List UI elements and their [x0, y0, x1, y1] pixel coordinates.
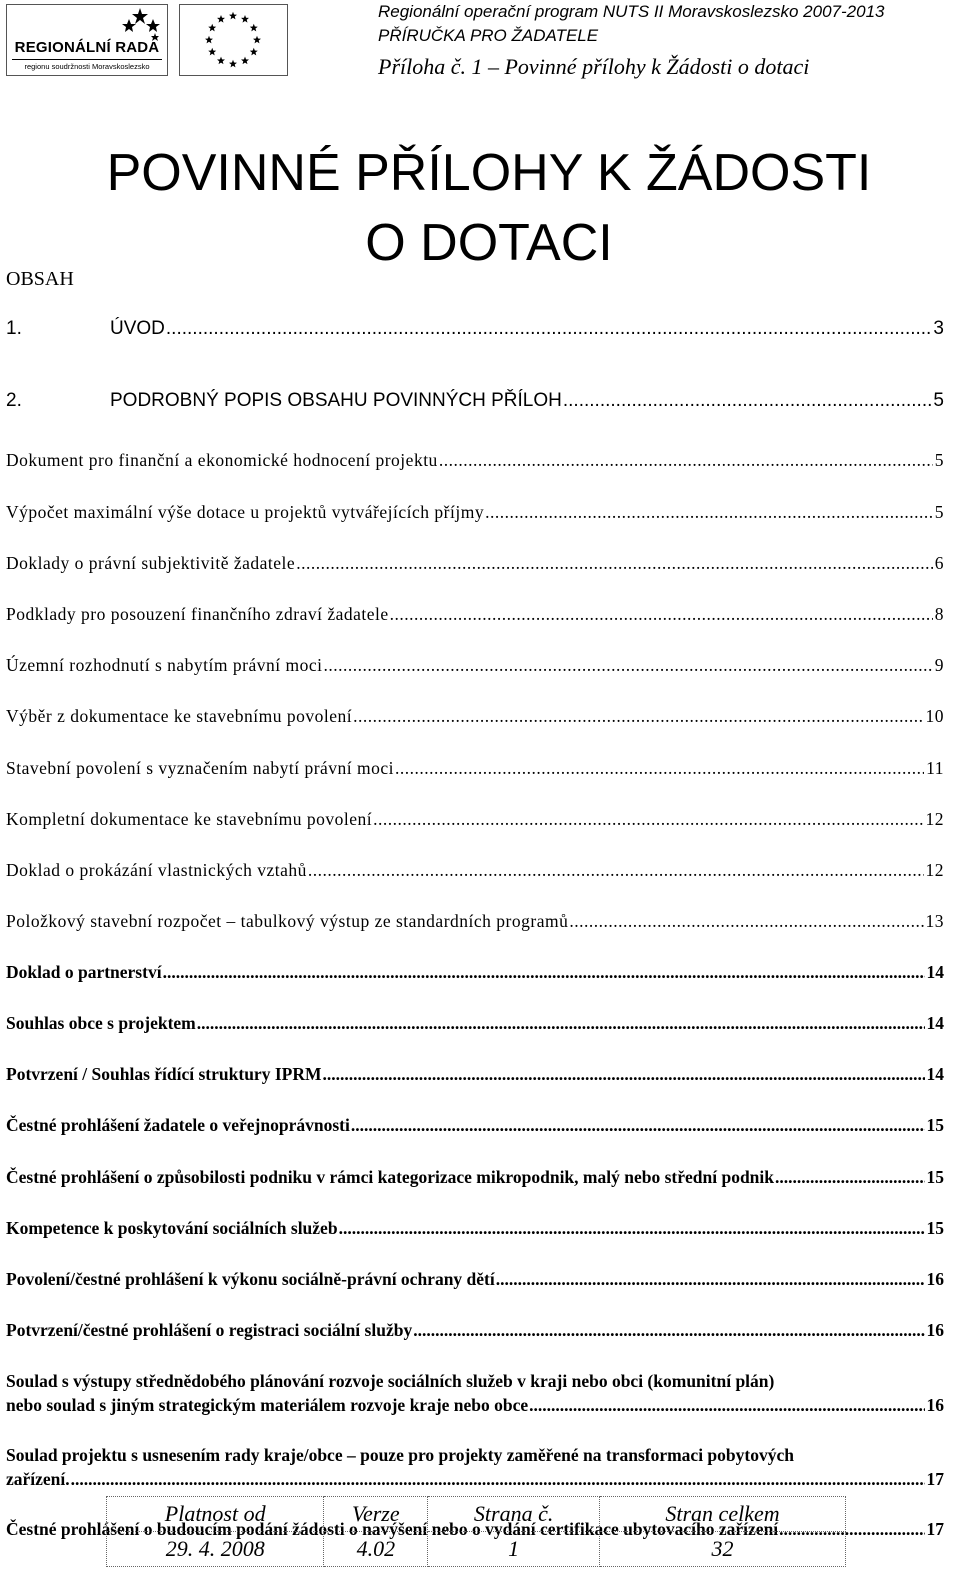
regionalni-rada-logo: [6, 4, 168, 76]
footer-version-number: 4.02: [324, 1532, 428, 1567]
toc-entry-title: Čestné prohlášení žadatele o veřejnoprávnosti: [6, 1115, 350, 1135]
eu-flag-logo: [179, 4, 288, 76]
page-title-line2: O DOTACI: [365, 214, 613, 272]
toc-line: [6, 1320, 944, 1341]
toc-entry-title: Doklady o právní subjektivitě žadatele: [6, 553, 296, 573]
toc-entry-title: Potvrzení/čestné prohlášení o registraci sociální služby: [6, 1320, 413, 1340]
toc-line: [6, 450, 944, 471]
toc-page-number: 3: [933, 318, 944, 339]
toc-page-number: 5: [934, 450, 944, 470]
toc-entry: [6, 1167, 944, 1188]
toc-entry: [6, 1371, 944, 1416]
toc-entry-title: Kompletní dokumentace ke stavebnímu povolení: [6, 809, 373, 829]
annex-name: Příloha č. 1 – Povinné přílohy k Žádosti o dotaci: [378, 54, 810, 79]
toc-entry-title: Souhlas obce s projektem: [6, 1013, 196, 1033]
toc-line: [6, 390, 944, 412]
toc-entry: [6, 450, 944, 471]
toc-entry-title: Stavební povolení s vyznačením nabytí právní moci: [6, 758, 395, 778]
toc-entry-title-line1: Soulad s výstupy střednědobého plánování rozvoje sociálních služeb v kraji nebo obci (komunitní plán): [6, 1371, 775, 1391]
footer-validity-date: 29. 4. 2008: [107, 1532, 324, 1567]
toc-leader-dots: [390, 604, 933, 625]
toc-entry: [6, 962, 944, 983]
toc-leader-dots: [395, 758, 924, 779]
toc-line: [6, 1167, 944, 1188]
eu-star: [241, 57, 249, 65]
toc-entry-title: Povolení/čestné prohlášení k výkonu sociálně-právní ochrany dětí: [6, 1269, 495, 1289]
eu-star: [208, 24, 216, 32]
toc-page-number: 16: [926, 1320, 944, 1340]
toc-entry-title: Výběr z dokumentace ke stavebnímu povolení: [6, 706, 353, 726]
eu-star: [217, 15, 225, 23]
toc-chapter-title: ÚVOD: [110, 318, 165, 339]
toc-page-number: 5: [933, 390, 944, 411]
eu-star: [208, 48, 216, 56]
program-name: Regionální operační program NUTS II Moravskoslezsko 2007-2013: [378, 2, 885, 21]
toc-chapter-title: PODROBNÝ POPIS OBSAHU POVINNÝCH PŘÍLOH: [110, 390, 562, 411]
toc-leader-dots: [322, 1064, 924, 1085]
eu-star: [250, 48, 258, 56]
toc-chapter: [6, 390, 944, 412]
eu-star: [241, 15, 249, 23]
toc-page-number: 17: [926, 1519, 944, 1539]
toc-page-number: 5: [934, 502, 944, 522]
toc-line: [6, 655, 944, 676]
eu-star: [229, 60, 237, 68]
toc-page-number: 14: [926, 1064, 944, 1084]
contents-heading: OBSAH: [6, 268, 74, 290]
footer-header-total: Stran celkem: [599, 1497, 845, 1532]
toc-line: [6, 1269, 944, 1290]
toc-entry: [6, 1320, 944, 1341]
toc-leader-dots: [563, 390, 932, 412]
toc-entry-title: Územní rozhodnutí s nabytím právní moci: [6, 655, 323, 675]
toc-leader-dots: [296, 553, 933, 574]
toc-line: [6, 809, 944, 830]
toc-leader-dots: [496, 1269, 925, 1290]
toc-leader-dots: [339, 1218, 925, 1239]
toc-line: [6, 1395, 944, 1416]
toc-page-number: 6: [934, 553, 944, 573]
toc-entry: [6, 706, 944, 727]
page-title-line1: POVINNÉ PŘÍLOHY K ŽÁDOSTI: [106, 144, 872, 202]
footer-total-pages: 32: [599, 1532, 845, 1567]
toc-entry: [6, 809, 944, 830]
toc-entry: [6, 1115, 944, 1136]
toc-page-number: 12: [925, 860, 944, 880]
toc-line: [6, 706, 944, 727]
toc-page-number: 16: [926, 1395, 944, 1415]
logo-title: REGIONÁLNÍ RADA: [14, 39, 160, 56]
toc-entry-title-line1: Soulad projektu s usnesením rady kraje/obce – pouze pro projekty zaměřené na transformaci pobytových: [6, 1445, 794, 1465]
toc-entry: [6, 655, 944, 676]
document-header: [378, 0, 938, 84]
toc-line: [6, 860, 944, 881]
toc-entry: [6, 502, 944, 523]
toc-page-number: 15: [926, 1218, 944, 1238]
toc-page-number: 14: [926, 962, 944, 982]
footer-value-row: [107, 1532, 846, 1567]
toc-leader-dots: [71, 1469, 925, 1490]
toc-leader-dots: [775, 1167, 924, 1188]
toc-entry-title: Výpočet maximální výše dotace u projektů vytvářejících příjmy: [6, 502, 485, 522]
toc-entry: [6, 1218, 944, 1239]
toc-page-number: 11: [926, 758, 944, 778]
toc-line: [6, 604, 944, 625]
toc-entry: [6, 1269, 944, 1290]
toc-leader-dots: [351, 1115, 925, 1136]
toc-chapter-number: 1.: [6, 318, 22, 339]
toc-page-number: 13: [925, 911, 944, 931]
eu-star: [250, 24, 258, 32]
toc-leader-dots: [308, 860, 924, 881]
eu-star: [205, 36, 213, 44]
toc-leader-dots: [197, 1013, 925, 1034]
toc-leader-dots: [373, 809, 923, 830]
toc-entry-title: Doklad o prokázání vlastnických vztahů: [6, 860, 307, 880]
logo-divider: [12, 59, 162, 60]
toc-leader-dots: [439, 450, 933, 471]
toc-entry-title: Kompetence k poskytování sociálních služeb: [6, 1218, 338, 1238]
toc-line: [6, 758, 944, 779]
toc-leader-dots: [353, 706, 923, 727]
toc-leader-dots: [163, 962, 925, 983]
toc-leader-dots: [166, 318, 932, 340]
toc-leader-dots: [413, 1320, 924, 1341]
footer-header-row: [107, 1497, 846, 1532]
toc-entry-title: Doklad o partnerství: [6, 962, 162, 982]
toc-line: [6, 1013, 944, 1034]
toc-entry-title-line2: zařízení.: [6, 1469, 70, 1489]
eu-star: [253, 36, 261, 44]
toc-entry: [6, 1445, 944, 1490]
toc-line: [6, 1218, 944, 1239]
handbook-name: PŘÍRUČKA PRO ŽADATELE: [378, 26, 599, 45]
toc-entry: [6, 553, 944, 574]
star-cluster-icon: [115, 7, 165, 41]
toc-leader-dots: [485, 502, 933, 523]
eu-star: [217, 57, 225, 65]
eu-star: [229, 12, 237, 20]
toc-entry-title: Čestné prohlášení o budoucím podání žádosti o navýšení nebo o vydání certifikace ubytovacího zařízení: [6, 1519, 779, 1539]
document-footer-table: [106, 1496, 846, 1567]
toc-page-number: 15: [926, 1167, 944, 1187]
toc-page-number: 12: [925, 809, 944, 829]
toc-line: [6, 318, 944, 340]
logo-subtitle: regionu soudržnosti Moravskoslezsko: [24, 62, 150, 71]
footer-header-version: Verze: [324, 1497, 428, 1532]
toc-page-number: 15: [926, 1115, 944, 1135]
toc-line: [6, 1064, 944, 1085]
toc-entry: [6, 758, 944, 779]
toc-entry-title: Čestné prohlášení o způsobilosti podniku v rámci kategorizace mikropodnik, malý nebo střední podnik: [6, 1167, 775, 1187]
toc-page-number: 17: [926, 1469, 944, 1489]
toc-entry: [6, 604, 944, 625]
toc-line: [6, 911, 944, 932]
footer-header-page: Strana č.: [428, 1497, 600, 1532]
toc-leader-dots: [529, 1395, 924, 1416]
toc-page-number: 16: [926, 1269, 944, 1289]
page-title: [0, 138, 960, 278]
toc-line: [6, 1469, 944, 1490]
toc-entry: [6, 1013, 944, 1034]
toc-entry: [6, 911, 944, 932]
toc-entry-title: Dokument pro finanční a ekonomické hodnocení projektu: [6, 450, 438, 470]
toc-entry-title: Podklady pro posouzení finančního zdraví žadatele: [6, 604, 389, 624]
toc-entry-title-line2: nebo soulad s jiným strategickým materiálem rozvoje kraje nebo obce: [6, 1395, 529, 1415]
toc-line: [6, 962, 944, 983]
toc-leader-dots: [569, 911, 923, 932]
toc-leader-dots: [323, 655, 932, 676]
toc-entry: [6, 1064, 944, 1085]
toc-page-number: 14: [926, 1013, 944, 1033]
toc-chapter: [6, 318, 944, 340]
toc-line: [6, 553, 944, 574]
eu-stars-icon: [180, 5, 287, 75]
toc-page-number: 9: [934, 655, 944, 675]
footer-header-validity: Platnost od: [107, 1497, 324, 1532]
toc-entry: [6, 860, 944, 881]
toc-line: [6, 502, 944, 523]
toc-page-number: 8: [934, 604, 944, 624]
toc-page-number: 10: [925, 706, 944, 726]
toc-line: [6, 1115, 944, 1136]
toc-entry-title: Potvrzení / Souhlas řídící struktury IPRM: [6, 1064, 322, 1084]
toc-chapter-number: 2.: [6, 390, 22, 411]
toc-entry-title: Položkový stavební rozpočet – tabulkový výstup ze standardních programů: [6, 911, 569, 931]
footer-page-number: 1: [428, 1532, 600, 1567]
